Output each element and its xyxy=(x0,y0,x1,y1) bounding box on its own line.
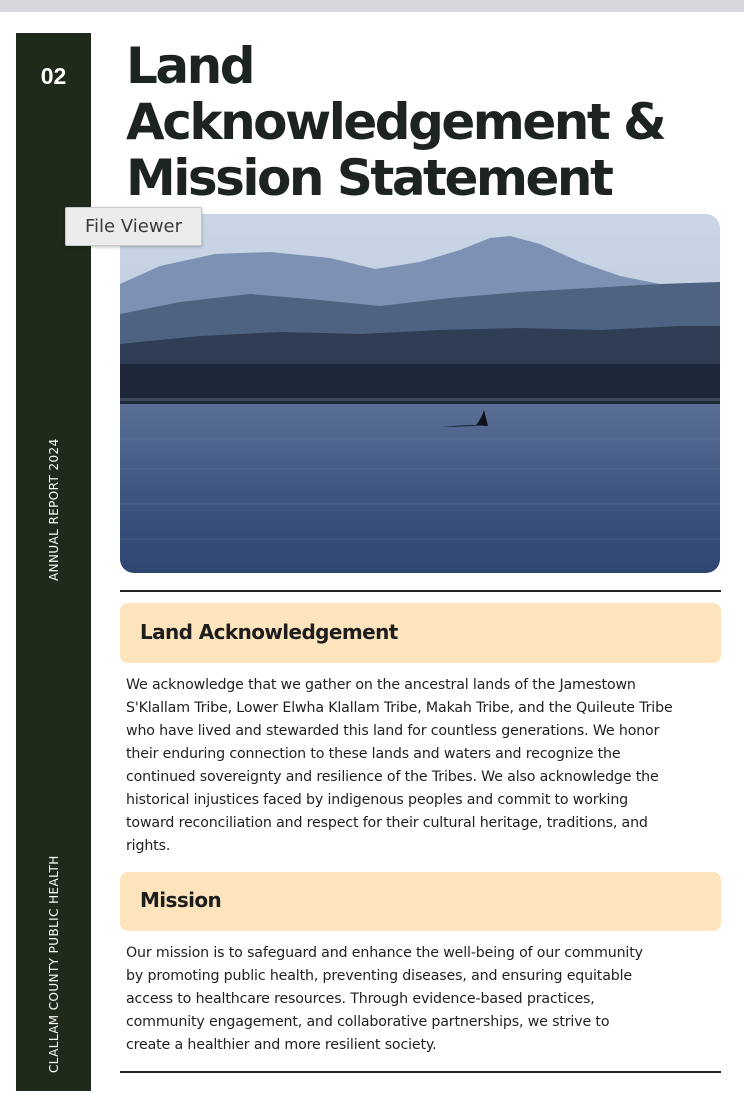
mission-header xyxy=(120,872,721,931)
bottom-divider xyxy=(120,1071,721,1073)
land-acknowledgement-header xyxy=(120,603,721,663)
land-acknowledgement-heading: Land Acknowledgement xyxy=(140,620,398,644)
land-acknowledgement-text: We acknowledge that we gather on the ancestral lands of the Jamestown S'Klallam Tribe, Lower Elwha Klallam Tribe, Makah Tribe, and the Quileute Tribe who have lived and stewarded this land for countless generations. We honor their enduring connection to these lands and waters and recognize the continued sovereignty and resilience of the Tribes. We also acknowledge the historical injustices faced by indigenous peoples and commit to working toward reconciliation and respect for their cultural heritage, traditions, and rights. xyxy=(126,677,673,854)
sidebar-organization-label: CLALLAM COUNTY PUBLIC HEALTH xyxy=(47,855,61,1073)
sidebar-report-label: ANNUAL REPORT 2024 xyxy=(47,438,61,581)
title-line-3: Mission Statement xyxy=(126,149,612,207)
title-line-1: Land xyxy=(126,37,253,95)
section-divider xyxy=(120,590,721,592)
sidebar-band xyxy=(16,33,91,1091)
document-page xyxy=(0,12,744,1110)
viewer-top-bar xyxy=(0,0,744,12)
file-viewer-tooltip: File Viewer xyxy=(65,207,202,246)
title-line-2: Acknowledgement & xyxy=(126,93,665,151)
mission-heading: Mission xyxy=(140,888,222,912)
page-title xyxy=(126,38,736,206)
orca-landscape-photo xyxy=(120,214,720,573)
page-number: 02 xyxy=(40,63,67,89)
mission-text: Our mission is to safeguard and enhance the well-being of our community by promoting public health, preventing diseases, and ensuring equitable access to healthcare resources. Through evidence-based practices, community engagement, and collaborative partnerships, we strive to create a healthier and more resilient society. xyxy=(126,945,643,1053)
